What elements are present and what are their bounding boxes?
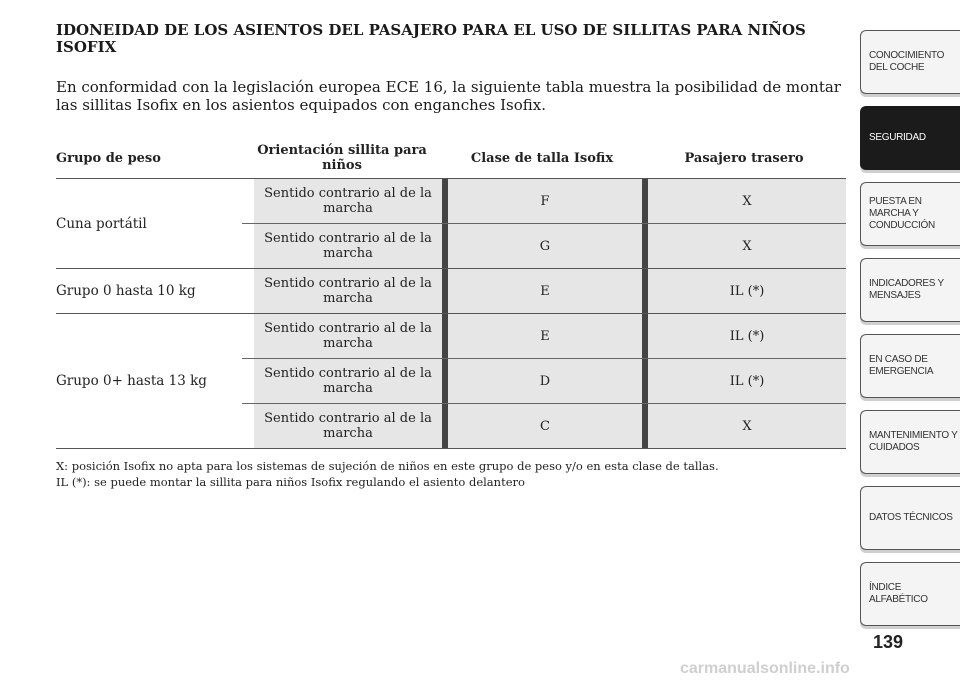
chapter-tabs [860,30,960,638]
table-notes [56,458,846,490]
tab-puesta-en-marcha[interactable] [860,182,960,246]
table-row [242,314,846,358]
tab-indicadores-y-mensajes[interactable] [860,258,960,322]
tab-seguridad[interactable] [860,106,960,170]
note-x: X: posición Isofix no apta para los sistemas de sujeción de niños en este grupo de peso y/o en esta clase de tallas. [56,459,719,473]
size-class-cell: E [448,314,642,358]
orientation-cell: Sentido contrario al de la marcha [254,314,442,358]
size-class-cell: C [448,404,642,448]
intro-paragraph: En conformidad con la legislación europea ECE 16, la siguiente tabla muestra la posibilidad de montar las sillitas Isofix en los asientos equipados con enganches Isofix. [56,78,841,114]
group-label: Grupo 0 hasta 10 kg [56,283,196,299]
group-label: Cuna portátil [56,215,147,232]
orientation-cell: Sentido contrario al de la marcha [254,224,442,268]
size-class-cell: G [448,224,642,268]
table-row [242,269,846,313]
header-weight-group: Grupo de peso [56,150,161,166]
size-class-cell: F [448,179,642,223]
orientation-cell: Sentido contrario al de la marcha [254,269,442,313]
tab-label: CONOCIMIENTO DEL COCHE [869,50,945,73]
tab-conocimiento-del-coche[interactable] [860,30,960,94]
table-row [242,403,846,448]
tab-en-caso-de-emergencia[interactable] [860,334,960,398]
table-header [56,138,846,179]
tab-label: DATOS TÉCNICOS [869,512,953,523]
passenger-cell: X [648,224,846,268]
size-class-cell: D [448,359,642,403]
tab-indice-alfabetico[interactable] [860,562,960,626]
tab-label: MANTENIMIENTO Y CUIDADOS [869,430,958,453]
page-heading: IDONEIDAD DE LOS ASIENTOS DEL PASAJERO PARA EL USO DE SILLITAS PARA NIÑOS ISOFIX [56,21,806,56]
isofix-table [56,138,846,449]
table-row [242,358,846,403]
passenger-cell: X [648,404,846,448]
header-rear-passenger: Pasajero trasero [684,150,804,166]
passenger-cell: X [648,179,846,223]
tab-mantenimiento[interactable] [860,410,960,474]
note-il: IL (*): se puede montar la sillita para niños Isofix regulando el asiento delantero [56,475,525,489]
table-group [56,269,846,314]
tab-datos-tecnicos[interactable] [860,486,960,550]
group-label: Grupo 0+ hasta 13 kg [56,373,207,389]
size-class-cell: E [448,269,642,313]
tab-label: INDICADORES Y MENSAJES [869,278,944,301]
tab-label: EN CASO DE EMERGENCIA [869,354,934,377]
passenger-cell: IL (*) [648,269,846,313]
header-orientation: Orientación sillita para niños [257,143,427,173]
orientation-cell: Sentido contrario al de la marcha [254,179,442,223]
orientation-cell: Sentido contrario al de la marcha [254,359,442,403]
passenger-cell: IL (*) [648,314,846,358]
tab-label: ÍNDICE ALFABÉTICO [869,582,928,605]
tab-label: PUESTA EN MARCHA Y CONDUCCIÓN [869,196,935,231]
orientation-cell: Sentido contrario al de la marcha [254,404,442,448]
page-number: 139 [872,632,904,652]
table-group [56,179,846,269]
tab-label: SEGURIDAD [869,132,926,143]
watermark: carmanualsonline.info [680,660,850,677]
passenger-cell: IL (*) [648,359,846,403]
header-size-class: Clase de talla Isofix [470,150,614,166]
table-row [242,223,846,268]
table-group [56,314,846,449]
table-row [242,179,846,223]
